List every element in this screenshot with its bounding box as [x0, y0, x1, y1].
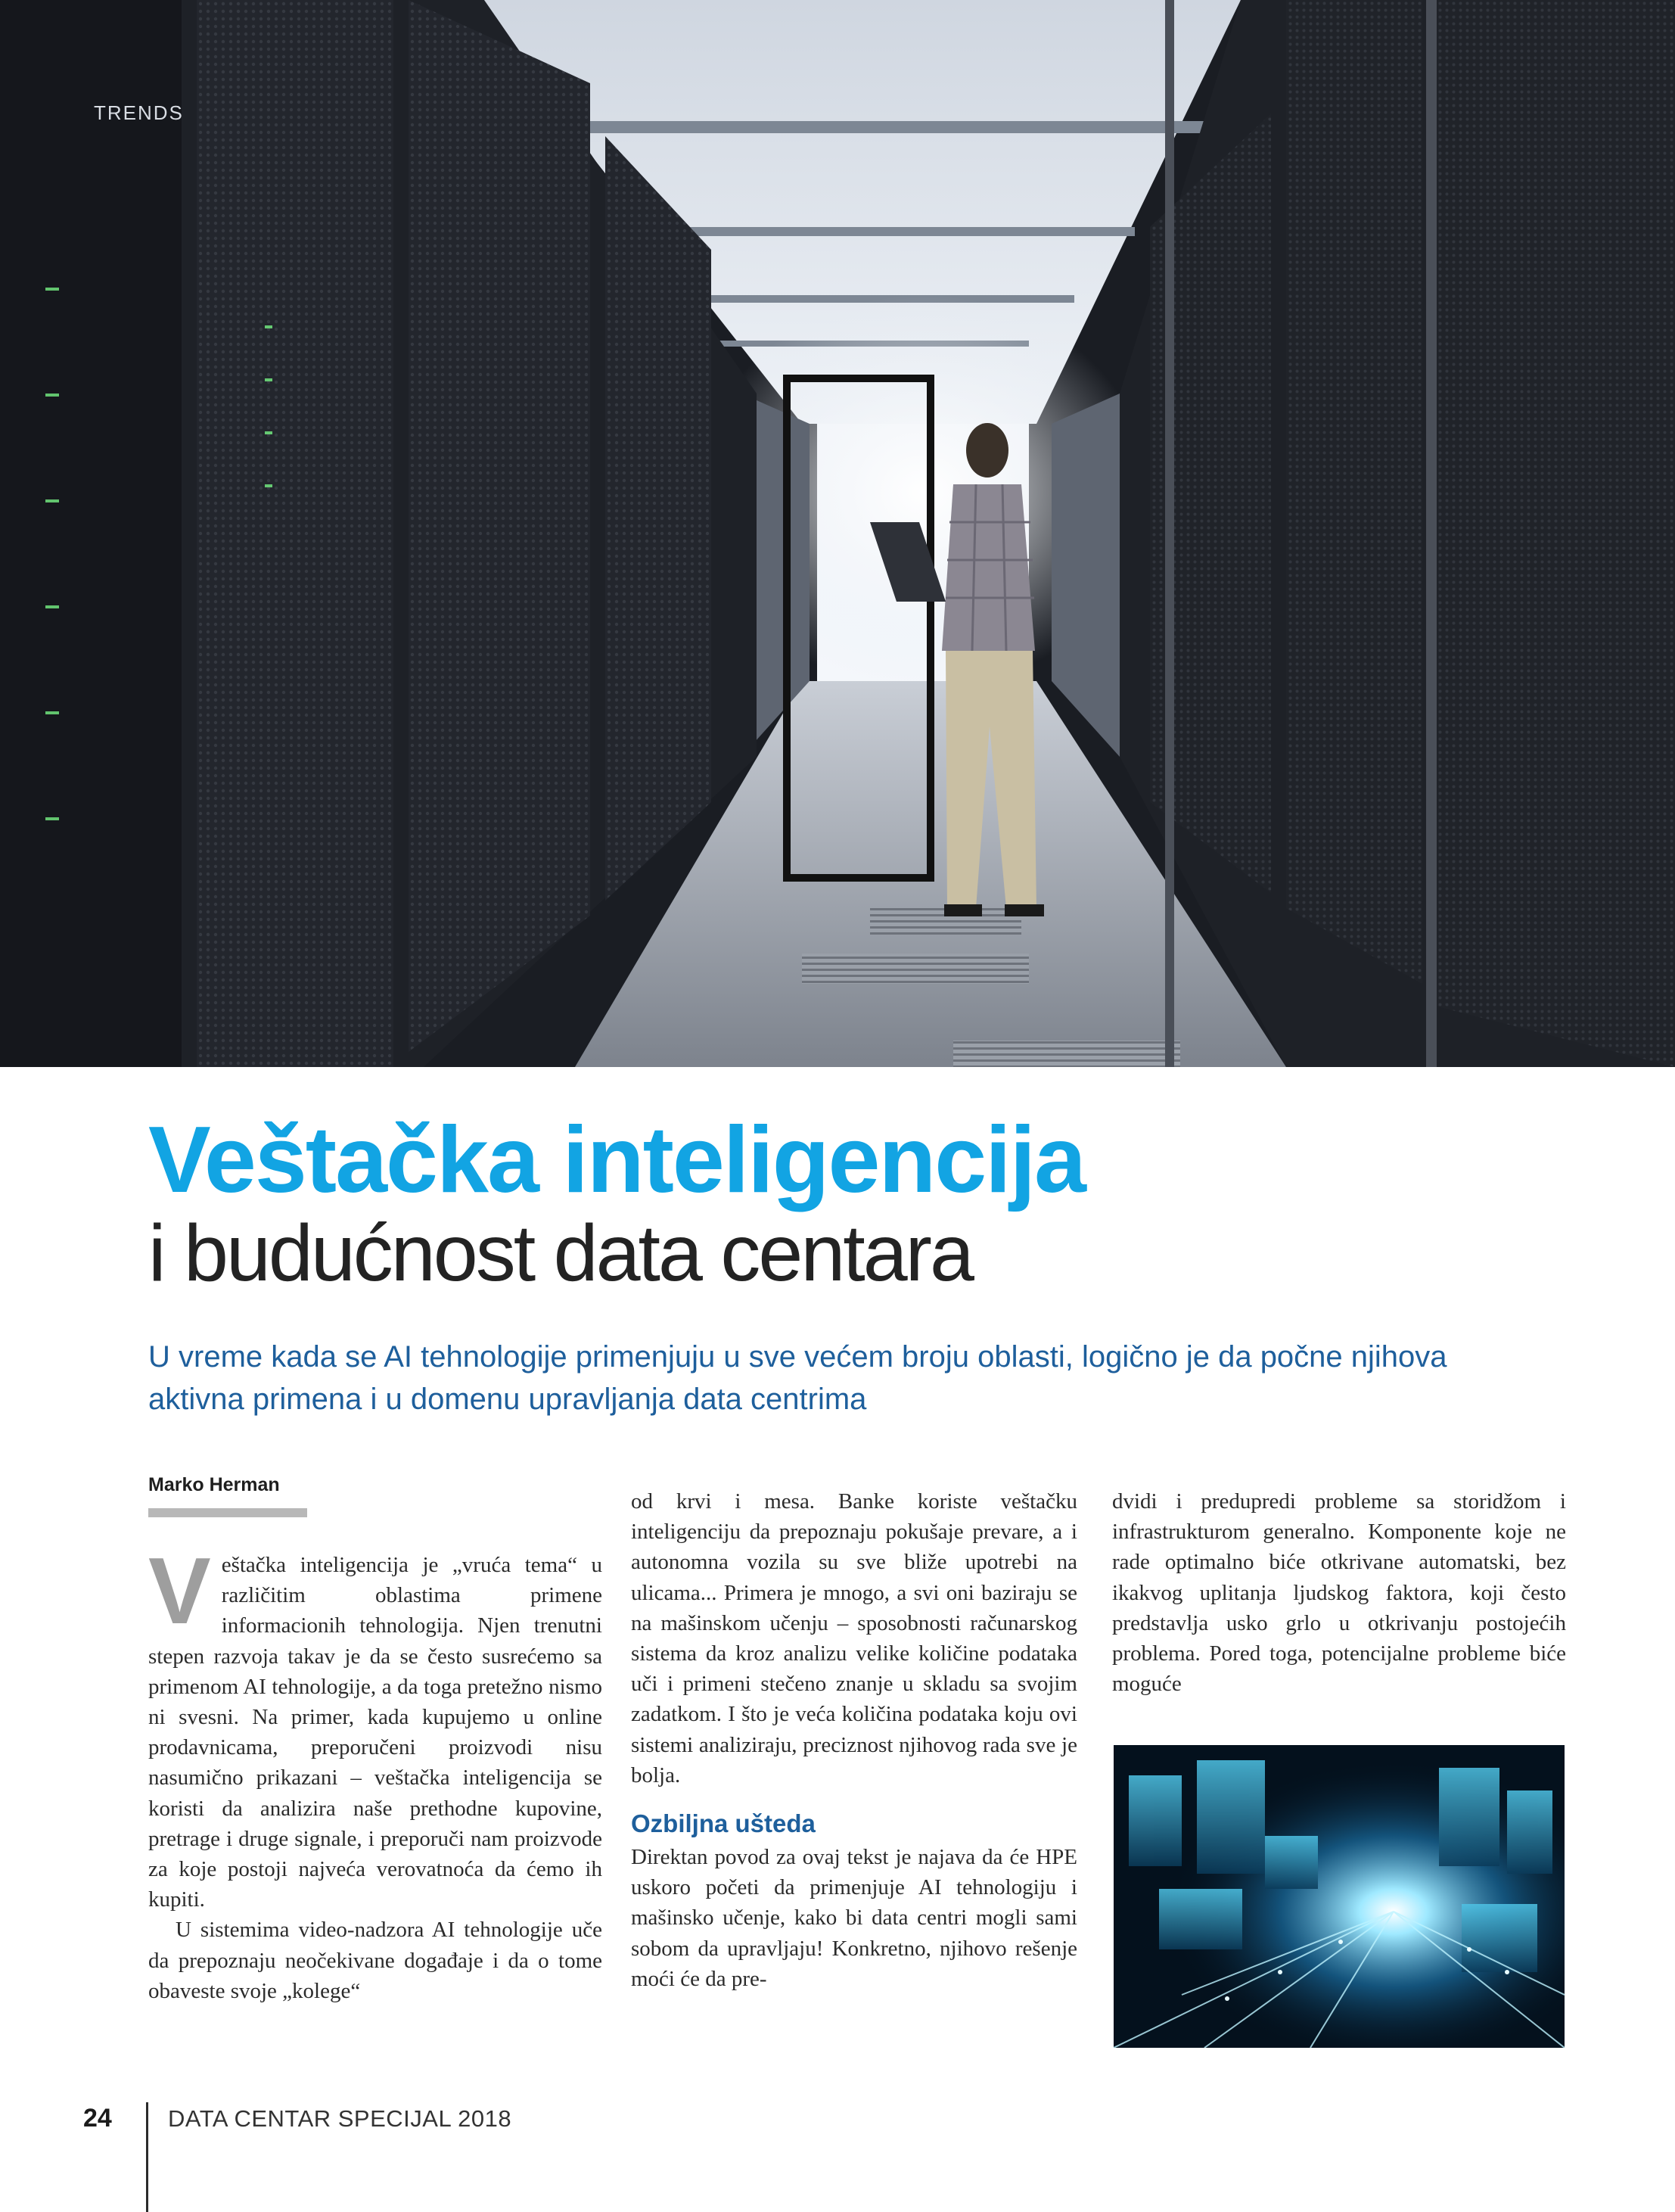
paragraph: dvidi i predupredi probleme sa storidžom i infrastrukturom generalno. Komponente koje ne rade optimalno biće otkrivane automatski, bez ikakvog uplitanja ljudskog faktora, koji često predstavlja usko grlo u otkrivanju postojećih problema. Pored toga, potencijalne probleme biće moguće — [1112, 1489, 1566, 1697]
article-title: Veštačka inteligencija — [148, 1108, 1086, 1212]
text-column-2 — [631, 1486, 1077, 1994]
section-tag: TRENDS — [94, 101, 184, 124]
paragraph: od krvi i mesa. Banke koriste veštačku inteligenciju da prepoznaju pokušaje prevare, a i autonomna vozila su sve bliže upotrebi na ulicama... Primera je mnogo, a svi oni baziraju se na mašinskom učenju – sposobnosti računarskog sistema da kroz analizu velike količine podataka uči i primeni stečeno znanje u skladu sa svojim zadatkom. I što je veća količina podataka koju ovi sistemi analiziraju, preciznost njihovog rada sve je bolja. — [631, 1489, 1077, 1787]
paragraph-text: eštačka inteligencija je „vruća tema“ u različitim oblastima primene informacionih tehnologija. Njen trenutni stepen razvoja takav je da se često susrećemo sa primenom AI tehnologije, a da toga pretežno nismo ni svesni. Na primer, kada kupujemo u online prodavnicama, preporučeni proizvodi nisu nasumično prikazani – veštačka inteligencija se koristi da analizira naše prethodne kupovine, pretrage i druge signale, i preporuči nam proizvode za koje postoji najveća verovatnoća da ćemo ih kupiti. — [148, 1553, 602, 1912]
section-heading: Ozbiljna ušteda — [631, 1809, 816, 1838]
text-column-3 — [1112, 1486, 1566, 1699]
page-number: 24 — [83, 2104, 112, 2133]
hero-photo — [0, 0, 1675, 1067]
article-subtitle: i budućnost data centara — [148, 1209, 972, 1298]
paragraph: U sistemima video-nadzora AI tehnologije uče da prepoznaju neočekivane događaje i da o tome obaveste svoje „kolege“ — [148, 1918, 602, 2003]
footer-divider — [146, 2102, 148, 2212]
paragraph — [148, 1539, 602, 1915]
article-lead: U vreme kada se AI tehnologije primenjuju u sve većem broju oblasti, logično je da počne njihova aktivna primena i u domenu upravljanja data centrima — [148, 1340, 1447, 1416]
drop-cap: V — [148, 1539, 211, 1644]
paragraph: Direktan povod za ovaj tekst je najava da će HPE uskoro početi da primenjuje AI tehnologiju i mašinsko učenje, kako bi data centri mogli sami sobom da upravljaju! Konkretno, njihovo rešenje moći će da pre- — [631, 1845, 1077, 1991]
author-divider — [148, 1508, 307, 1517]
publication-name: DATA CENTAR SPECIJAL 2018 — [168, 2105, 512, 2132]
inset-data-image — [1114, 1745, 1565, 2048]
author-byline: Marko Herman — [148, 1474, 280, 1495]
text-column-1 — [148, 1539, 602, 2006]
